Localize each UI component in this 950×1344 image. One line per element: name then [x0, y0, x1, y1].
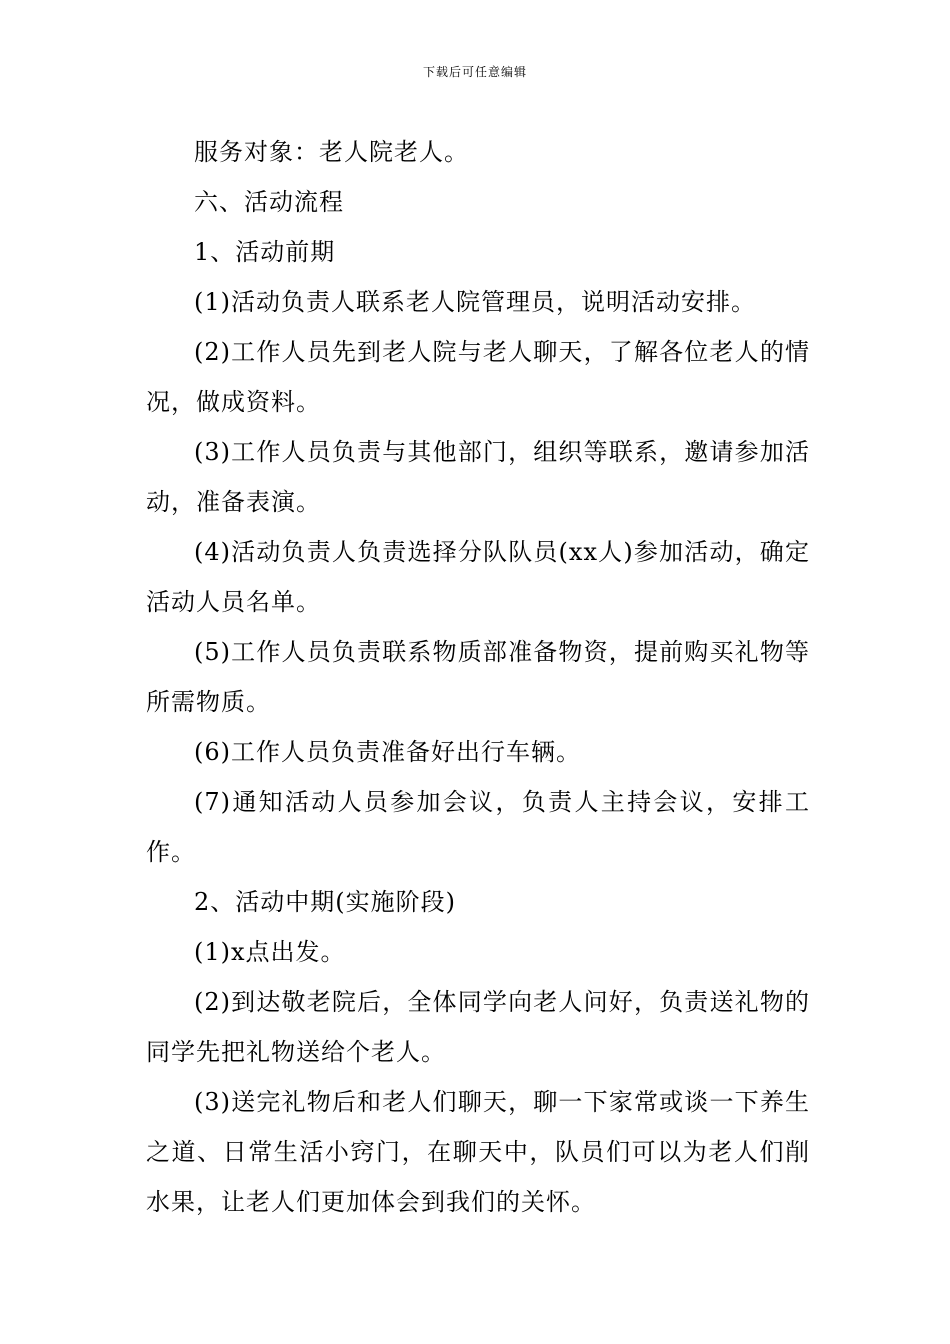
document-body	[146, 127, 810, 1227]
subsection-heading-early-stage: 1、活动前期	[194, 238, 336, 266]
paragraph-service-target: 服务对象：老人院老人。	[194, 138, 469, 166]
section-heading-activity-flow: 六、活动流程	[194, 188, 344, 216]
list-item: (1)x点出发。	[194, 938, 346, 966]
list-item: (1)活动负责人联系老人院管理员，说明活动安排。	[194, 288, 756, 316]
list-item: (2)工作人员先到老人院与老人聊天，了解各位老人的情况，做成资料。	[146, 338, 810, 416]
list-item: (5)工作人员负责联系物质部准备物资，提前购买礼物等所需物质。	[146, 638, 810, 716]
list-item: (6)工作人员负责准备好出行车辆。	[194, 738, 581, 766]
page-header: 下载后可任意编辑	[422, 65, 527, 79]
list-item: (7)通知活动人员参加会议，负责人主持会议，安排工作。	[146, 788, 810, 866]
list-item: (2)到达敬老院后，全体同学向老人问好，负责送礼物的同学先把礼物送给个老人。	[146, 988, 810, 1066]
subsection-heading-mid-stage: 2、活动中期(实施阶段)	[194, 888, 456, 916]
list-item: (3)送完礼物后和老人们聊天，聊一下家常或谈一下养生之道、日常生活小窍门，在聊天中，队员们可以为老人们削水果，让老人们更加体会到我们的关怀。	[146, 1088, 810, 1216]
list-item: (3)工作人员负责与其他部门，组织等联系，邀请参加活动，准备表演。	[146, 438, 810, 516]
list-item: (4)活动负责人负责选择分队队员(xx人)参加活动，确定活动人员名单。	[146, 538, 810, 616]
